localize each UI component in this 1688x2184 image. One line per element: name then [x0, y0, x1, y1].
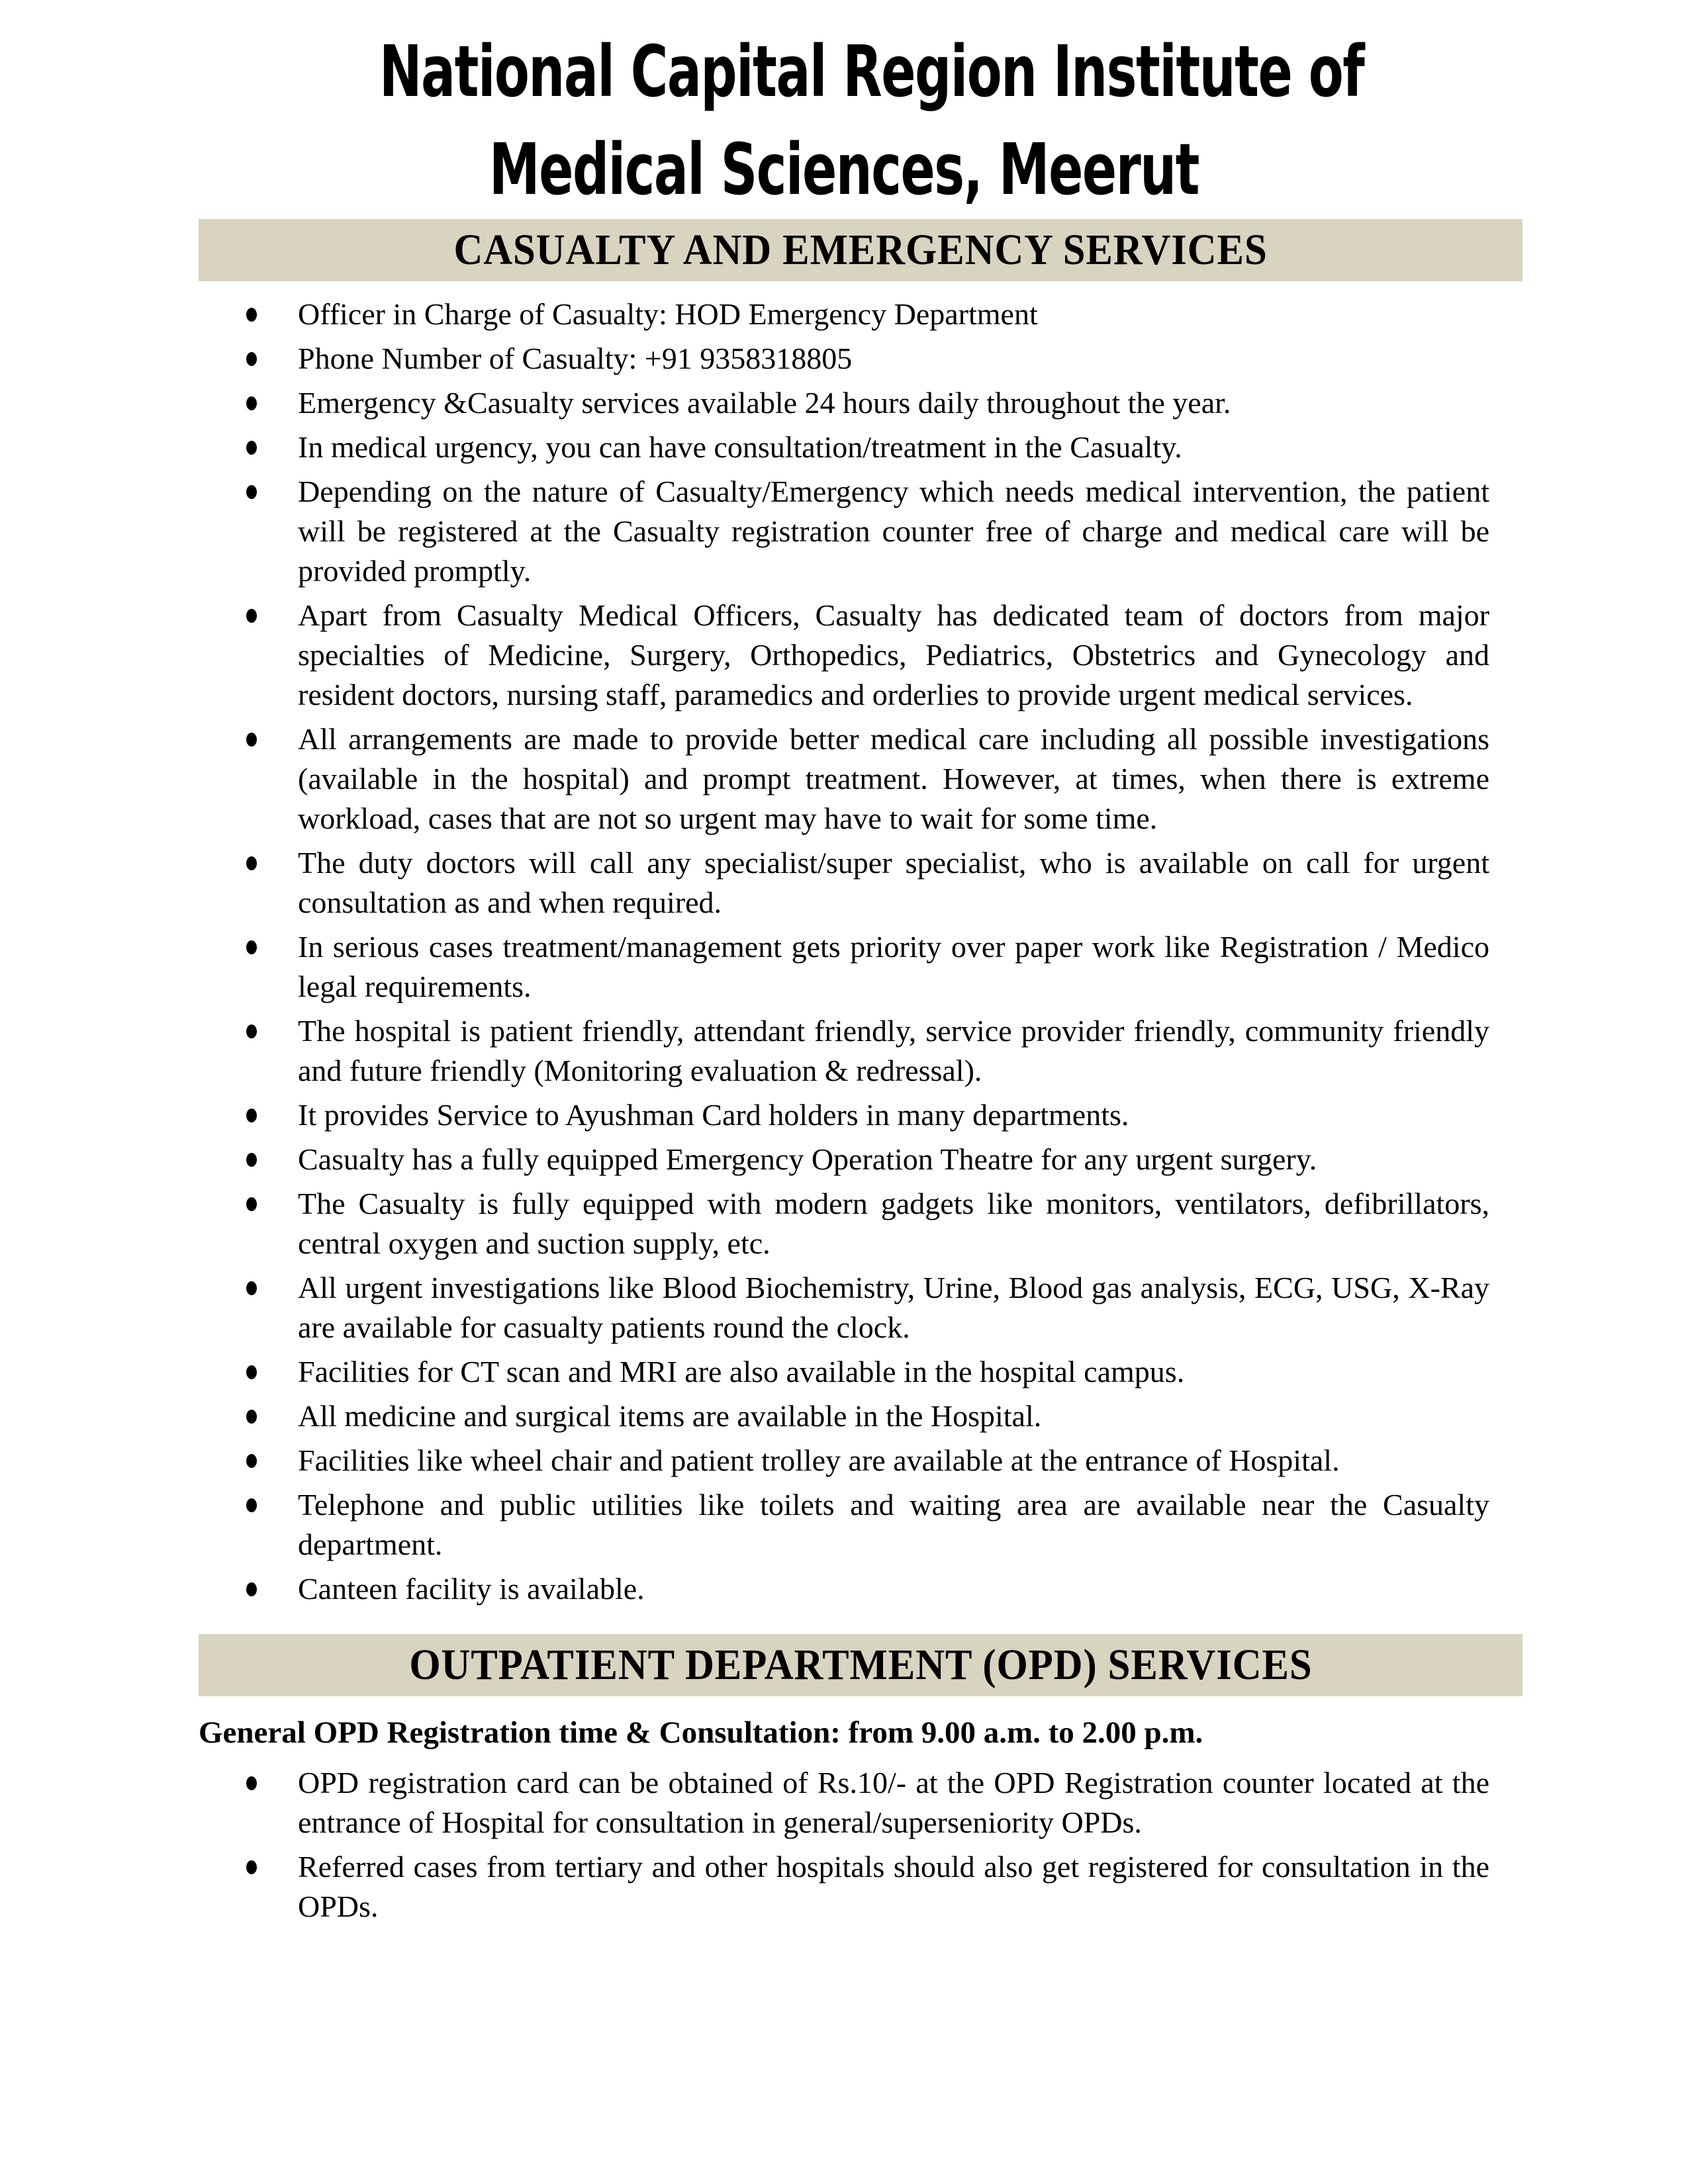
bullet-item: It provides Service to Ayushman Card holders in many departments.	[199, 1095, 1489, 1135]
bullet-item: Facilities for CT scan and MRI are also available in the hospital campus.	[199, 1352, 1489, 1392]
bullet-item: Phone Number of Casualty: +91 9358318805	[199, 339, 1489, 379]
bullet-item: Depending on the nature of Casualty/Emergency which needs medical intervention, the patient will be registered at the Casualty registration counter free of charge and medical care will be provided promptly.	[199, 472, 1489, 591]
page-title	[199, 23, 1489, 219]
title-line-1: National Capital Region Institute of	[379, 31, 1364, 113]
section-header-opd	[199, 1634, 1523, 1696]
bullet-item: The hospital is patient friendly, attendant friendly, service provider friendly, community friendly and future friendly (Monitoring evaluation & redressal).	[199, 1011, 1489, 1091]
bullet-item: Facilities like wheel chair and patient trolley are available at the entrance of Hospital.	[199, 1441, 1489, 1480]
bullet-item: Officer in Charge of Casualty: HOD Emergency Department	[199, 295, 1489, 334]
bullet-item: In serious cases treatment/management gets priority over paper work like Registration / Medico legal requirements.	[199, 927, 1489, 1007]
bullet-item: The Casualty is fully equipped with modern gadgets like monitors, ventilators, defibrillators, central oxygen and suction supply, etc.	[199, 1184, 1489, 1263]
bullet-item: OPD registration card can be obtained of Rs.10/- at the OPD Registration counter located at the entrance of Hospital for consultation in general/superseniority OPDs.	[199, 1763, 1489, 1843]
bullet-item: Telephone and public utilities like toilets and waiting area are available near the Casualty department.	[199, 1485, 1489, 1565]
bullet-item: All medicine and surgical items are available in the Hospital.	[199, 1396, 1489, 1436]
opd-registration-time-heading: General OPD Registration time & Consultation: from 9.00 a.m. to 2.00 p.m.	[199, 1715, 1203, 1750]
bullet-item: Apart from Casualty Medical Officers, Casualty has dedicated team of doctors from major specialties of Medicine, Surgery, Orthopedics, Pediatrics, Obstetrics and Gynecology and resident doctors, nursing staff, paramedics and orderlies to provide urgent medical services.	[199, 596, 1489, 715]
opd-header-text: OUTPATIENT DEPARTMENT (OPD) SERVICES	[408, 1641, 1313, 1689]
casualty-header-text: CASUALTY AND EMERGENCY SERVICES	[453, 226, 1268, 274]
section-header-casualty	[199, 219, 1523, 281]
bullet-item: All urgent investigations like Blood Biochemistry, Urine, Blood gas analysis, ECG, USG, X-Ray are available for casualty patients round the clock.	[199, 1268, 1489, 1347]
bullet-item: Canteen facility is available.	[199, 1569, 1489, 1609]
bullet-item: Casualty has a fully equipped Emergency Operation Theatre for any urgent surgery.	[199, 1140, 1489, 1179]
opd-bullet-list	[199, 1763, 1489, 1927]
bullet-item: Referred cases from tertiary and other hospitals should also get registered for consultation in the OPDs.	[199, 1847, 1489, 1927]
bullet-item: All arrangements are made to provide better medical care including all possible investigations (available in the hospital) and prompt treatment. However, at times, when there is extreme workload, cases that are not so urgent may have to wait for some time.	[199, 719, 1489, 839]
bullet-item: The duty doctors will call any specialist/super specialist, who is available on call for urgent consultation as and when required.	[199, 843, 1489, 923]
casualty-bullet-list	[199, 295, 1489, 1609]
bullet-item: Emergency &Casualty services available 24 hours daily throughout the year.	[199, 383, 1489, 423]
title-line-2: Medical Sciences, Meerut	[489, 129, 1199, 211]
bullet-item: In medical urgency, you can have consultation/treatment in the Casualty.	[199, 428, 1489, 467]
